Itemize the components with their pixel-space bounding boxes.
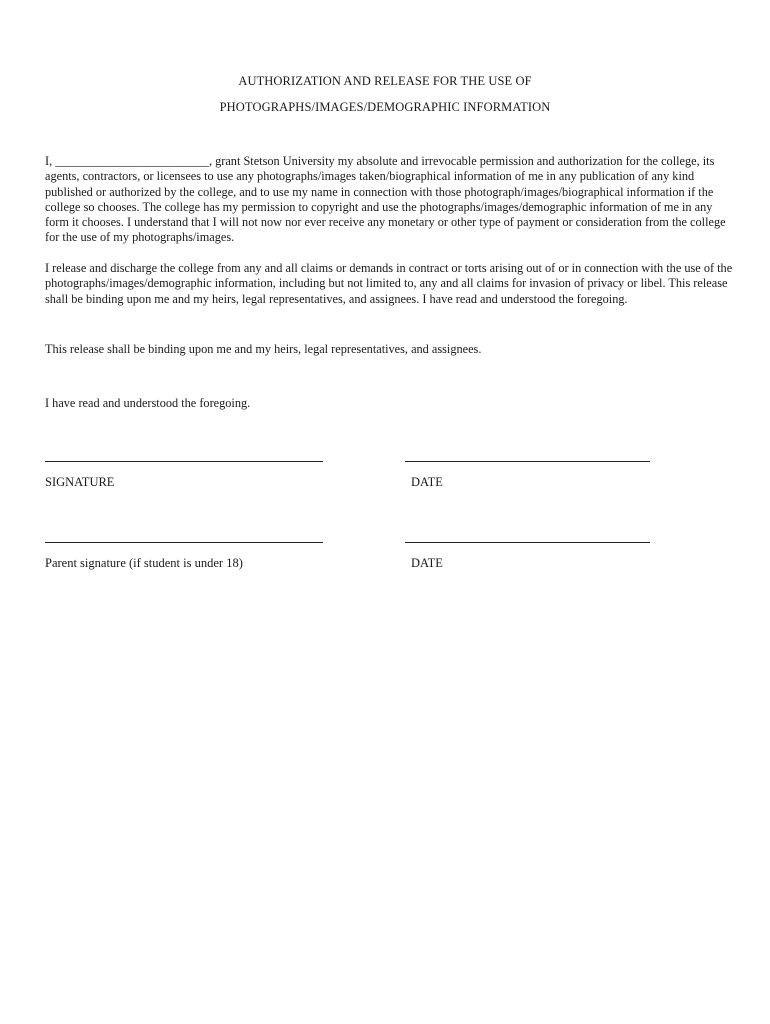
document-title-line-2: PHOTOGRAPHS/IMAGES/DEMOGRAPHIC INFORMATION	[219, 100, 551, 114]
acknowledgement-paragraph: I have read and understood the foregoing.	[45, 396, 251, 410]
parent-date-label: DATE	[411, 556, 443, 570]
date-line[interactable]	[405, 461, 650, 462]
authorization-paragraph: I, _________________________, grant Stetson University my absolute and irrevocable permission and authorization for the college, its agents, contractors, or licensees to use any photographs/images taken/biographical information of me in any publication of any kind published or authorized by the college, and to use my name in connection with those photograph/images/biographical information if the college so chooses. The college has my permission to copyright and use the photographs/images/demographic information of me in any form it chooses. I understand that I will not now nor ever receive any monetary or other type of payment or consideration from the college for the use of my photographs/images.	[45, 154, 726, 245]
release-paragraph: I release and discharge the college from any and all claims or demands in contract or torts arising out of or in connection with the use of the photographs/images/demographic information, including but not limited to, any and all claims for invasion of privacy or libel. This release shall be binding upon me and my heirs, legal representatives, and assignees. I have read and understood the foregoing.	[45, 261, 733, 306]
binding-paragraph: This release shall be binding upon me and my heirs, legal representatives, and assignees.	[45, 342, 482, 356]
signature-label: SIGNATURE	[45, 475, 115, 489]
signature-line[interactable]	[45, 461, 323, 462]
parent-signature-line[interactable]	[45, 542, 323, 543]
parent-signature-label: Parent signature (if student is under 18)	[45, 556, 243, 570]
parent-date-line[interactable]	[405, 542, 650, 543]
date-label: DATE	[411, 475, 443, 489]
document-title-line-1: AUTHORIZATION AND RELEASE FOR THE USE OF	[238, 74, 532, 88]
